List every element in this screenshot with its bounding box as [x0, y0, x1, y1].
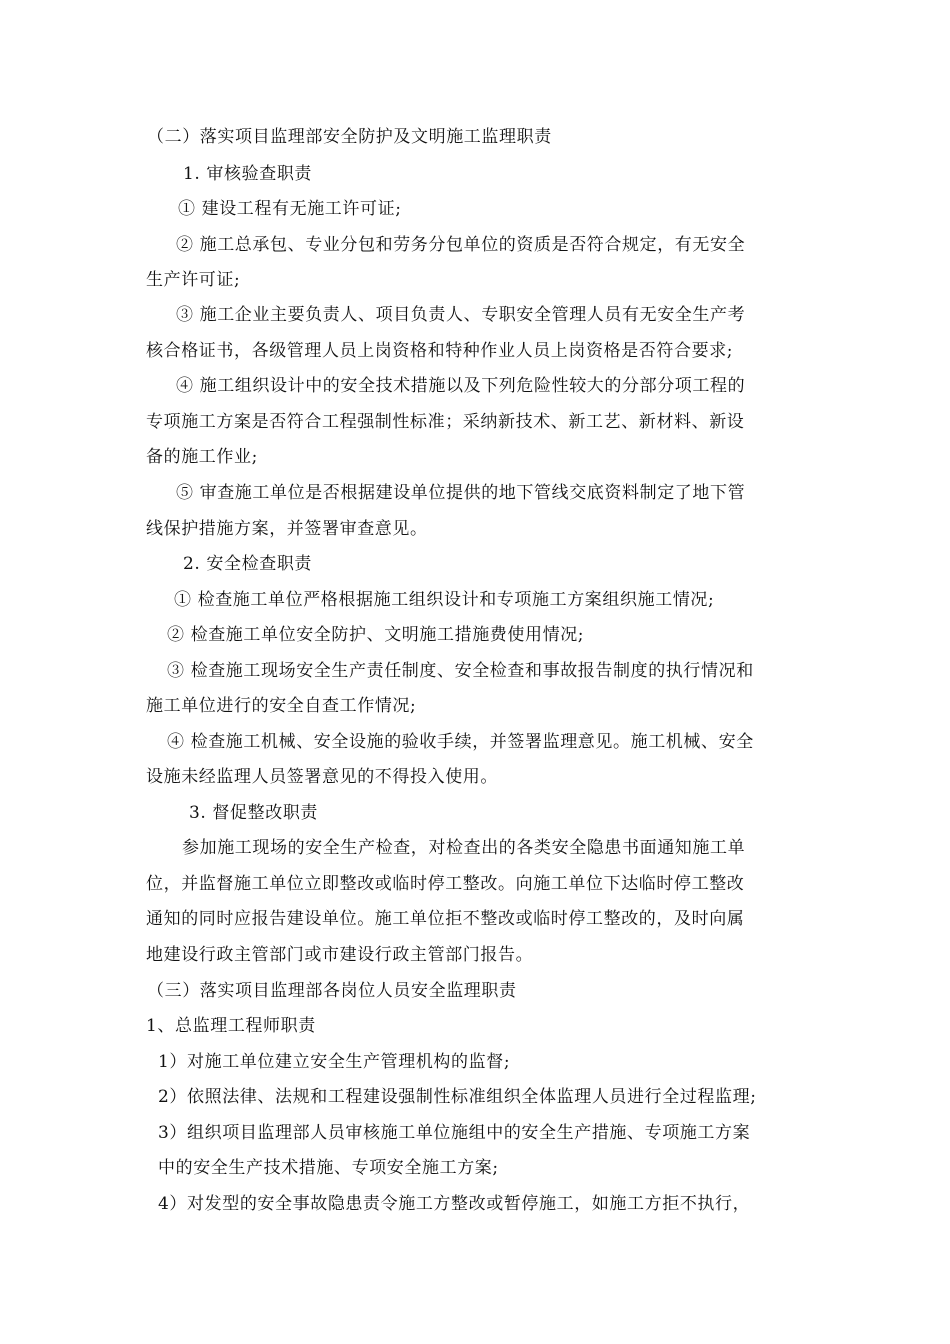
- subsection-heading-chief-engineer: 1、总监理工程师职责: [146, 1016, 316, 1036]
- list-item: ④ 检查施工机械、安全设施的验收手续，并签署监理意见。施工机械、安全: [167, 732, 754, 752]
- subsection-heading-safety-check: 2. 安全检查职责: [183, 554, 313, 574]
- list-item-continuation: 专项施工方案是否符合工程强制性标准；采纳新技术、新工艺、新材料、新设: [146, 412, 745, 432]
- list-item: ③ 施工企业主要负责人、项目负责人、专职安全管理人员有无安全生产考: [176, 305, 746, 325]
- list-item: ④ 施工组织设计中的安全技术措施以及下列危险性较大的分部分项工程的: [176, 376, 746, 396]
- list-item: 4）对发型的安全事故隐患责令施工方整改或暂停施工，如施工方拒不执行，: [158, 1194, 751, 1214]
- section-heading-2: （二）落实项目监理部安全防护及文明施工监理职责: [147, 127, 552, 147]
- list-item-continuation: 线保护措施方案，并签署审查意见。: [146, 519, 428, 539]
- list-item: 1）对施工单位建立安全生产管理机构的监督;: [158, 1052, 511, 1072]
- list-item: ③ 检查施工现场安全生产责任制度、安全检查和事故报告制度的执行情况和: [167, 661, 754, 681]
- list-item: ② 施工总承包、专业分包和劳务分包单位的资质是否符合规定，有无安全: [176, 235, 746, 255]
- subsection-heading-rectification: 3. 督促整改职责: [189, 803, 319, 823]
- paragraph-line: 参加施工现场的安全生产检查，对检查出的各类安全隐患书面通知施工单: [182, 838, 746, 858]
- paragraph-line: 位，并监督施工单位立即整改或临时停工整改。向施工单位下达临时停工整改: [146, 874, 745, 894]
- paragraph-line: 地建设行政主管部门或市建设行政主管部门报告。: [146, 945, 534, 965]
- list-item: 2）依照法律、法规和工程建设强制性标准组织全体监理人员进行全过程监理;: [158, 1087, 757, 1107]
- paragraph-line: 通知的同时应报告建设单位。施工单位拒不整改或临时停工整改的，及时向属: [146, 909, 745, 929]
- list-item: ⑤ 审查施工单位是否根据建设单位提供的地下管线交底资料制定了地下管: [176, 483, 746, 503]
- section-heading-3: （三）落实项目监理部各岗位人员安全监理职责: [147, 981, 517, 1001]
- list-item: ① 建设工程有无施工许可证;: [178, 199, 402, 219]
- list-item-continuation: 生产许可证;: [146, 270, 241, 290]
- list-item-continuation: 设施未经监理人员签署意见的不得投入使用。: [146, 767, 498, 787]
- list-item-continuation: 中的安全生产技术措施、专项安全施工方案;: [158, 1158, 499, 1178]
- list-item: ② 检查施工单位安全防护、文明施工措施费使用情况;: [167, 625, 585, 645]
- subsection-heading-review: 1. 审核验查职责: [183, 164, 313, 184]
- list-item: 3）组织项目监理部人员审核施工单位施组中的安全生产措施、专项施工方案: [158, 1123, 751, 1143]
- list-item-continuation: 备的施工作业;: [146, 447, 258, 467]
- list-item: ① 检查施工单位严格根据施工组织设计和专项施工方案组织施工情况;: [174, 590, 715, 610]
- list-item-continuation: 核合格证书，各级管理人员上岗资格和特种作业人员上岗资格是否符合要求;: [146, 341, 734, 361]
- list-item-continuation: 施工单位进行的安全自查工作情况;: [146, 696, 417, 716]
